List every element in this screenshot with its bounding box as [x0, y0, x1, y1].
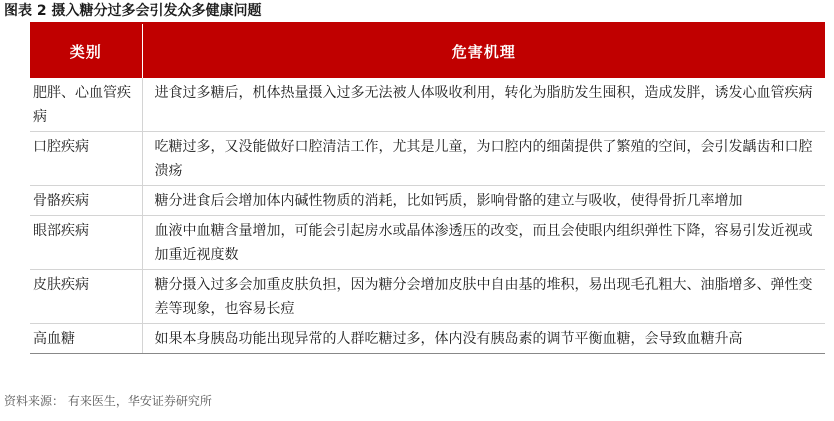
row-mechanism: 进食过多糖后，机体热量摄入过多无法被人体吸收利用，转化为脂肪发生囤积，造成发胖，诱发心血管疾病 — [142, 78, 825, 132]
row-category: 口腔疾病 — [30, 132, 142, 186]
table-row — [30, 216, 825, 270]
table-row — [30, 132, 825, 186]
table-row — [30, 270, 825, 324]
header-category: 类别 — [30, 24, 142, 78]
row-category: 眼部疾病 — [30, 216, 142, 270]
row-mechanism: 吃糖过多，又没能做好口腔清洁工作，尤其是儿童，为口腔内的细菌提供了繁殖的空间，会引发龋齿和口腔溃疡 — [142, 132, 825, 186]
table-row — [30, 78, 825, 132]
table-row — [30, 186, 825, 216]
row-mechanism: 如果本身胰岛功能出现异常的人群吃糖过多，体内没有胰岛素的调节平衡血糖，会导致血糖升高 — [142, 324, 825, 354]
health-risk-table — [30, 24, 825, 354]
source-note: 资料来源： 有来医生，华安证券研究所 — [4, 394, 212, 408]
row-mechanism: 糖分进食后会增加体内碱性物质的消耗，比如钙质，影响骨骼的建立与吸收，使得骨折几率增加 — [142, 186, 825, 216]
row-mechanism: 糖分摄入过多会加重皮肤负担，因为糖分会增加皮肤中自由基的堆积，易出现毛孔粗大、油脂增多、弹性变差等现象，也容易长痘 — [142, 270, 825, 324]
row-category: 骨骼疾病 — [30, 186, 142, 216]
row-category: 皮肤疾病 — [30, 270, 142, 324]
figure-title: 图表 2 摄入糖分过多会引发众多健康问题 — [4, 3, 262, 19]
row-category: 肥胖、心血管疾病 — [30, 78, 142, 132]
row-mechanism: 血液中血糖含量增加，可能会引起房水或晶体渗透压的改变，而且会使眼内组织弹性下降，容易引发近视或加重近视度数 — [142, 216, 825, 270]
table-header-row — [30, 24, 825, 78]
table-row — [30, 324, 825, 354]
header-mechanism: 危害机理 — [142, 24, 825, 78]
row-category: 高血糖 — [30, 324, 142, 354]
